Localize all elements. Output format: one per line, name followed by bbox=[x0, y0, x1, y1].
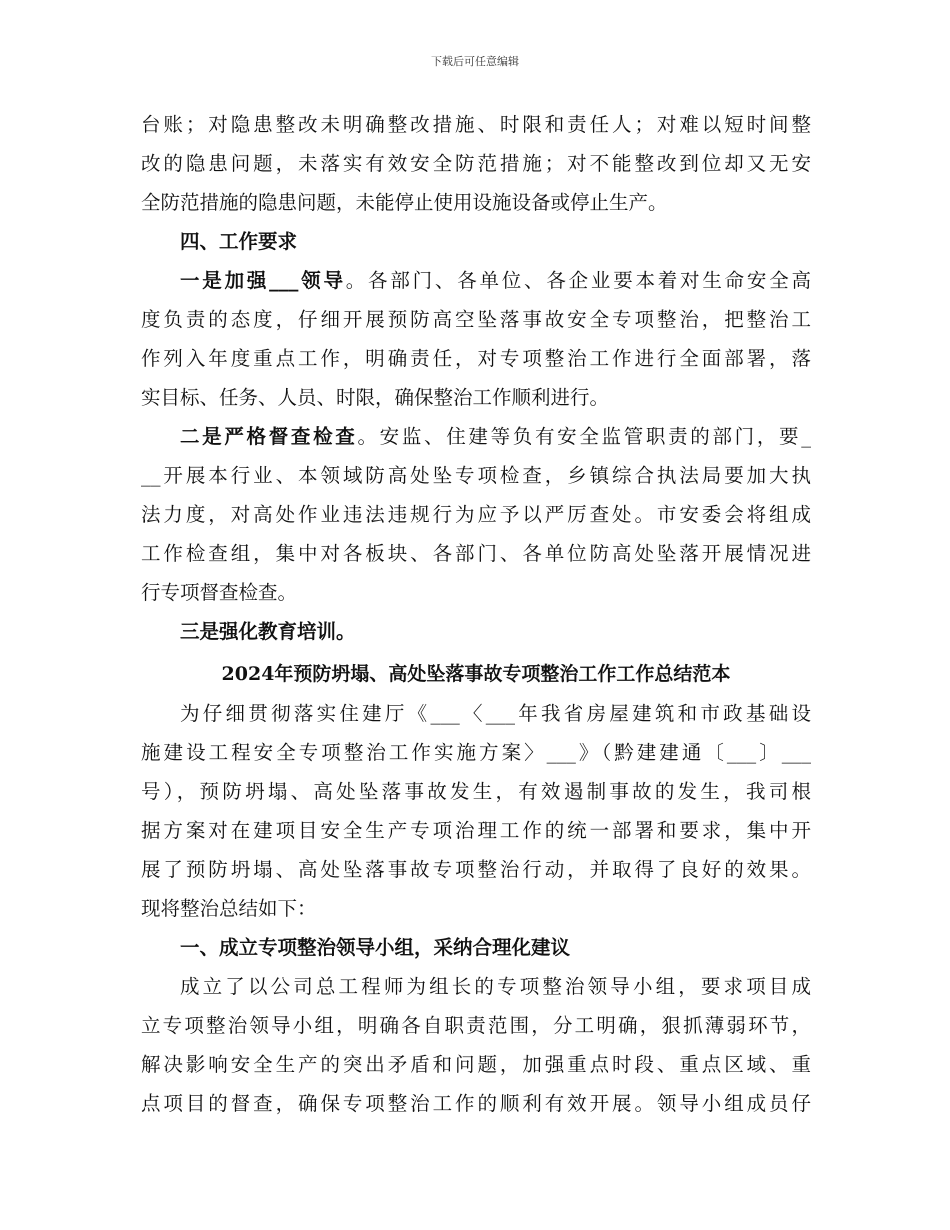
section-heading-work-requirements: 四、工作要求 bbox=[180, 230, 298, 253]
paragraph-line: 行专项督查检查。 bbox=[141, 581, 298, 604]
paragraph-line: 工作检查组，集中对各板块、各部门、各单位防高处坠落开展情况进 bbox=[141, 542, 811, 565]
paragraph-line: 法力度，对高处作业违法违规行为应予以严厉查处。市安委会将组成 bbox=[141, 503, 811, 526]
paragraph-line: 改的隐患问题，未落实有效安全防范措施；对不能整改到位却又无安 bbox=[141, 152, 811, 175]
document-body bbox=[141, 105, 811, 1123]
paragraph-line: 作列入年度重点工作，明确责任，对专项整治工作进行全面部署，落 bbox=[141, 347, 811, 370]
requirement-item-2 bbox=[141, 417, 811, 612]
paragraph-line: 展了预防坍塌、高处坠落事故专项整治行动，并取得了良好的效果。 bbox=[141, 858, 811, 881]
item-text: 。安监、住建等负有安全监管职责的部门，要_ bbox=[357, 425, 811, 448]
paragraph-line bbox=[141, 261, 811, 300]
item-lead: 二是严格督查检查 bbox=[180, 425, 358, 448]
item-text: 。各部门、各单位、各企业要本着对生命安全高 bbox=[345, 269, 811, 292]
paragraph-line: __开展本行业、本领域防高处坠专项检查，乡镇综合执法局要加大执 bbox=[141, 464, 811, 487]
paragraph-line: 实目标、任务、人员、时限，确保整治工作顺利进行。 bbox=[141, 386, 610, 409]
requirement-item-1 bbox=[141, 261, 811, 417]
paragraph-line: 为仔细贯彻落实住建厅《___〈___年我省房屋建筑和市政基础设 bbox=[180, 702, 811, 725]
page-header: 下载后可任意编辑 bbox=[431, 55, 519, 68]
paragraph-line: 台账；对隐患整改未明确整改措施、时限和责任人；对难以短时间整 bbox=[141, 113, 811, 136]
document-title: 2024年预防坍塌、高处坠落事故专项整治工作工作总结范本 bbox=[221, 663, 731, 685]
paragraph-line: 据方案对在建项目安全生产专项治理工作的统一部署和要求，集中开 bbox=[141, 819, 811, 842]
paragraph-line: 全防范措施的隐患问题，未能停止使用设施设备或停止生产。 bbox=[141, 191, 668, 214]
paragraph-line bbox=[141, 417, 811, 456]
section1-paragraph bbox=[141, 967, 811, 1123]
paragraph-line: 施建设工程安全专项整治工作实施方案〉___》（黔建建通〔___〕___ bbox=[141, 741, 811, 764]
paragraph-line: 度负责的态度，仔细开展预防高空坠落事故安全专项整治，把整治工 bbox=[141, 308, 811, 331]
paragraph-line: 成立了以公司总工程师为组长的专项整治领导小组，要求项目成 bbox=[180, 975, 811, 998]
paragraph-line: 解决影响安全生产的突出矛盾和问题，加强重点时段、重点区域、重 bbox=[141, 1053, 811, 1076]
paragraph-line: 立专项整治领导小组，明确各自职责范围，分工明确，狠抓薄弱环节， bbox=[141, 1014, 811, 1037]
paragraph-line: 点项目的督查，确保专项整治工作的顺利有效开展。领导小组成员仔 bbox=[141, 1092, 811, 1115]
paragraph-line: 号），预防坍塌、高处坠落事故发生，有效遏制事故的发生，我司根 bbox=[141, 780, 811, 803]
intro-paragraph bbox=[141, 694, 811, 928]
continuation-paragraph bbox=[141, 105, 811, 222]
section-heading-leadership-group: 一、成立专项整治领导小组，采纳合理化建议 bbox=[180, 936, 571, 959]
paragraph-line: 现将整治总结如下： bbox=[141, 897, 317, 920]
requirement-item-3: 三是强化教育培训。 bbox=[180, 620, 356, 643]
item-lead: 一是加强___领导 bbox=[180, 269, 346, 292]
